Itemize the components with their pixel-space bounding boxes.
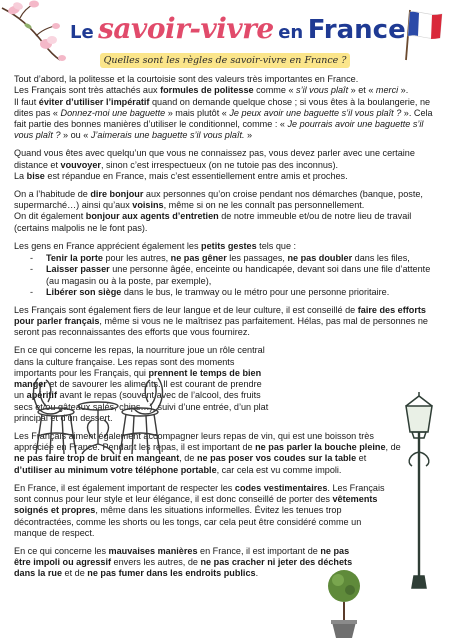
- paragraph-bad-manners: [14, 546, 364, 580]
- text: tels que :: [256, 240, 297, 251]
- text: On dit également: [14, 211, 86, 222]
- paragraph-bonjour: [14, 189, 436, 234]
- text: et: [356, 453, 367, 464]
- text: Les gens en France apprécient également les: [14, 240, 202, 251]
- bold-text: dire bonjour: [90, 188, 144, 199]
- text: On a l’habitude de: [14, 188, 91, 199]
- italic-text: merci: [375, 85, 399, 96]
- text: de notre immeuble et/ou de notre lieu de travail (certains malpolis ne le font pas).: [14, 211, 412, 233]
- text: ». Cela fait partie des bonnes manières d’utiliser le conditionnel, comme : «: [14, 107, 433, 130]
- bistro-chairs-icon: [28, 368, 168, 458]
- text: pour les autres,: [102, 252, 171, 263]
- text: .: [255, 568, 259, 579]
- bold-text: d’utiliser au minimum votre téléphone portable: [14, 464, 217, 475]
- text: , car cela est vu comme impoli.: [216, 464, 342, 475]
- text: » et «: [348, 85, 376, 96]
- bold-text: faire des efforts pour parler français: [14, 304, 426, 327]
- text: quand on demande quelque chose ; si vous êtes à la boulangerie, ne dites pas «: [14, 96, 431, 118]
- text: est répandue en France, mais c’est essentiellement entre amis et proches.: [44, 170, 348, 181]
- bold-text: vouvoyer: [60, 159, 101, 170]
- text: les passages,: [226, 252, 288, 263]
- text: Les Français sont très attachés aux: [14, 85, 161, 96]
- title-france: France: [307, 15, 406, 45]
- text: En ce qui concerne les repas, la nourriture joue un rôle central dans la culture française. Les repas sont des moments importants pour les Français, qui: [14, 345, 265, 378]
- text: aux personnes qu’on croise pendant nos démarches (banque, poste, supermarché…) ainsi qu’aux: [14, 188, 423, 211]
- text: avant le repas (souvent avec de l’alcool, des fruits secs et/ou gâteaux salés, chips…), suivi d’une entrée, d’un plat principal et d’un dessert.: [14, 390, 269, 423]
- bold-text: codes vestimentaires: [234, 482, 328, 493]
- italic-text: Donnez-moi une baguette: [60, 107, 166, 118]
- list-item: [14, 287, 436, 298]
- bold-text: ne pas doubler: [287, 252, 353, 263]
- bold-text: voisins: [132, 200, 164, 211]
- paragraph-vouvoiement: [14, 148, 436, 182]
- bold-text: ne pas être impoli ou agressif: [14, 545, 350, 568]
- magnolia-branch-icon: [0, 0, 70, 62]
- text: comme «: [253, 85, 297, 96]
- text: La: [14, 170, 27, 181]
- bold-text: ne pas gêner: [170, 252, 227, 263]
- text: Les Français aiment également accompagner leurs repas de vin, qui est une boisson très appréciée en France. Pendant les repas, il est important de: [14, 430, 374, 453]
- paragraph-gestures: [14, 241, 436, 252]
- bold-text: ne pas cracher ni jeter des déchets dans la rue: [14, 557, 353, 579]
- italic-text: Je peux avoir une baguette s’il vous plaît ?: [229, 107, 402, 118]
- bold-text: Tenir la porte: [46, 252, 103, 263]
- paragraph-dress-code: [14, 483, 394, 539]
- bold-text: mauvaises manières: [108, 545, 198, 556]
- text: Les Français sont également fiers de leur langue et de leur culture, il est conseillé de: [14, 304, 358, 315]
- subtitle: Quelles sont les règles de savoir-vivre en France ?: [100, 53, 350, 68]
- bold-text: ne pas fumer dans les endroits publics: [87, 568, 256, 579]
- text: en France, il est important de: [197, 545, 321, 556]
- bold-text: apéritif: [26, 390, 57, 401]
- italic-text: s’il vous plaît: [296, 85, 349, 96]
- list-item: [14, 253, 436, 264]
- paragraph-politeness: [14, 74, 436, 142]
- bold-text: Libérer son siège: [46, 286, 122, 297]
- text: une personne âgée, enceinte ou handicapée, devant soi dans une file d’attente (au magasin ou à la poste, par exemple),: [46, 264, 431, 286]
- topiary-tree-icon: [322, 568, 366, 640]
- text: , même si on ne les connaît pas personnellement.: [163, 200, 365, 211]
- text: » ou «: [60, 130, 91, 141]
- text: dans les files,: [352, 252, 410, 263]
- street-lamp-icon: [392, 392, 446, 592]
- text: dans le bus, le tramway ou le métro pour une personne prioritaire.: [121, 286, 390, 297]
- bold-text: prennent le temps de bien manger: [14, 367, 262, 390]
- text: et de: [62, 568, 88, 579]
- text: , même si vous ne le maîtrisez pas parfaitement. Hélas, pas mal de personnes ne seront pas reconnaissantes des efforts que vous fournirez.: [14, 316, 428, 338]
- bold-text: Laisser passer: [46, 264, 110, 275]
- italic-text: Je pourrais avoir une baguette s’il vous plaît ?: [14, 119, 424, 141]
- italic-text: J’aimerais une baguette s’il vous plaît.: [90, 130, 245, 141]
- header: [0, 0, 450, 70]
- text: , de: [385, 442, 401, 453]
- text: Tout d’abord, la politesse et la courtoisie sont des valeurs très importantes en France.: [14, 74, 359, 84]
- text: , sinon c’est irrespectueux (on ne tutoie pas des inconnus).: [100, 159, 339, 170]
- text: Quand vous êtes avec quelqu’un que vous ne connaissez pas, vous devez parler avec une certaine distance et: [14, 148, 415, 170]
- bold-text: bonjour aux agents d’entretien: [85, 211, 219, 222]
- article-body: [14, 74, 436, 586]
- bold-text: ne pas poser vos coudes sur la table: [196, 453, 357, 464]
- bold-text: formules de politesse: [160, 85, 254, 96]
- text: , même dans les situations informelles. Évitez les tenues trop décontractées, comme les shorts ou les tongs, car cela peut être considéré comme un manque de respect.: [14, 505, 362, 538]
- title-en: en: [278, 22, 304, 43]
- bold-text: bise: [26, 170, 45, 181]
- title-savoir-vivre: savoir-vivre: [98, 12, 274, 45]
- text: En ce qui concerne les: [14, 545, 109, 556]
- gestures-list: [14, 253, 436, 298]
- text: envers les autres, de: [111, 557, 201, 568]
- list-item: [14, 264, 436, 287]
- bold-text: ne pas faire trop de bruit en mangeant: [14, 453, 180, 464]
- bold-text: éviter d’utiliser l’impératif: [38, 96, 150, 107]
- text: Il faut: [14, 96, 39, 107]
- text: »: [244, 130, 253, 141]
- text: ».: [398, 85, 409, 96]
- text: , de: [179, 453, 197, 464]
- text: » mais plutôt «: [165, 107, 230, 118]
- page-title: [70, 12, 406, 49]
- text: En France, il est également important de respecter les: [14, 482, 235, 493]
- text: . Les Français sont connus pour leur style et leur élégance, il est donc conseillé de porter des: [14, 482, 385, 504]
- bold-text: petits gestes: [201, 240, 257, 251]
- bold-text: ne pas parler la bouche pleine: [255, 442, 386, 453]
- title-le: Le: [70, 22, 94, 43]
- bold-text: vêtements soignés et propres: [14, 493, 378, 516]
- text: et de savourer les aliments. Il est courant de prendre un: [14, 379, 262, 401]
- paragraph-language: [14, 305, 436, 339]
